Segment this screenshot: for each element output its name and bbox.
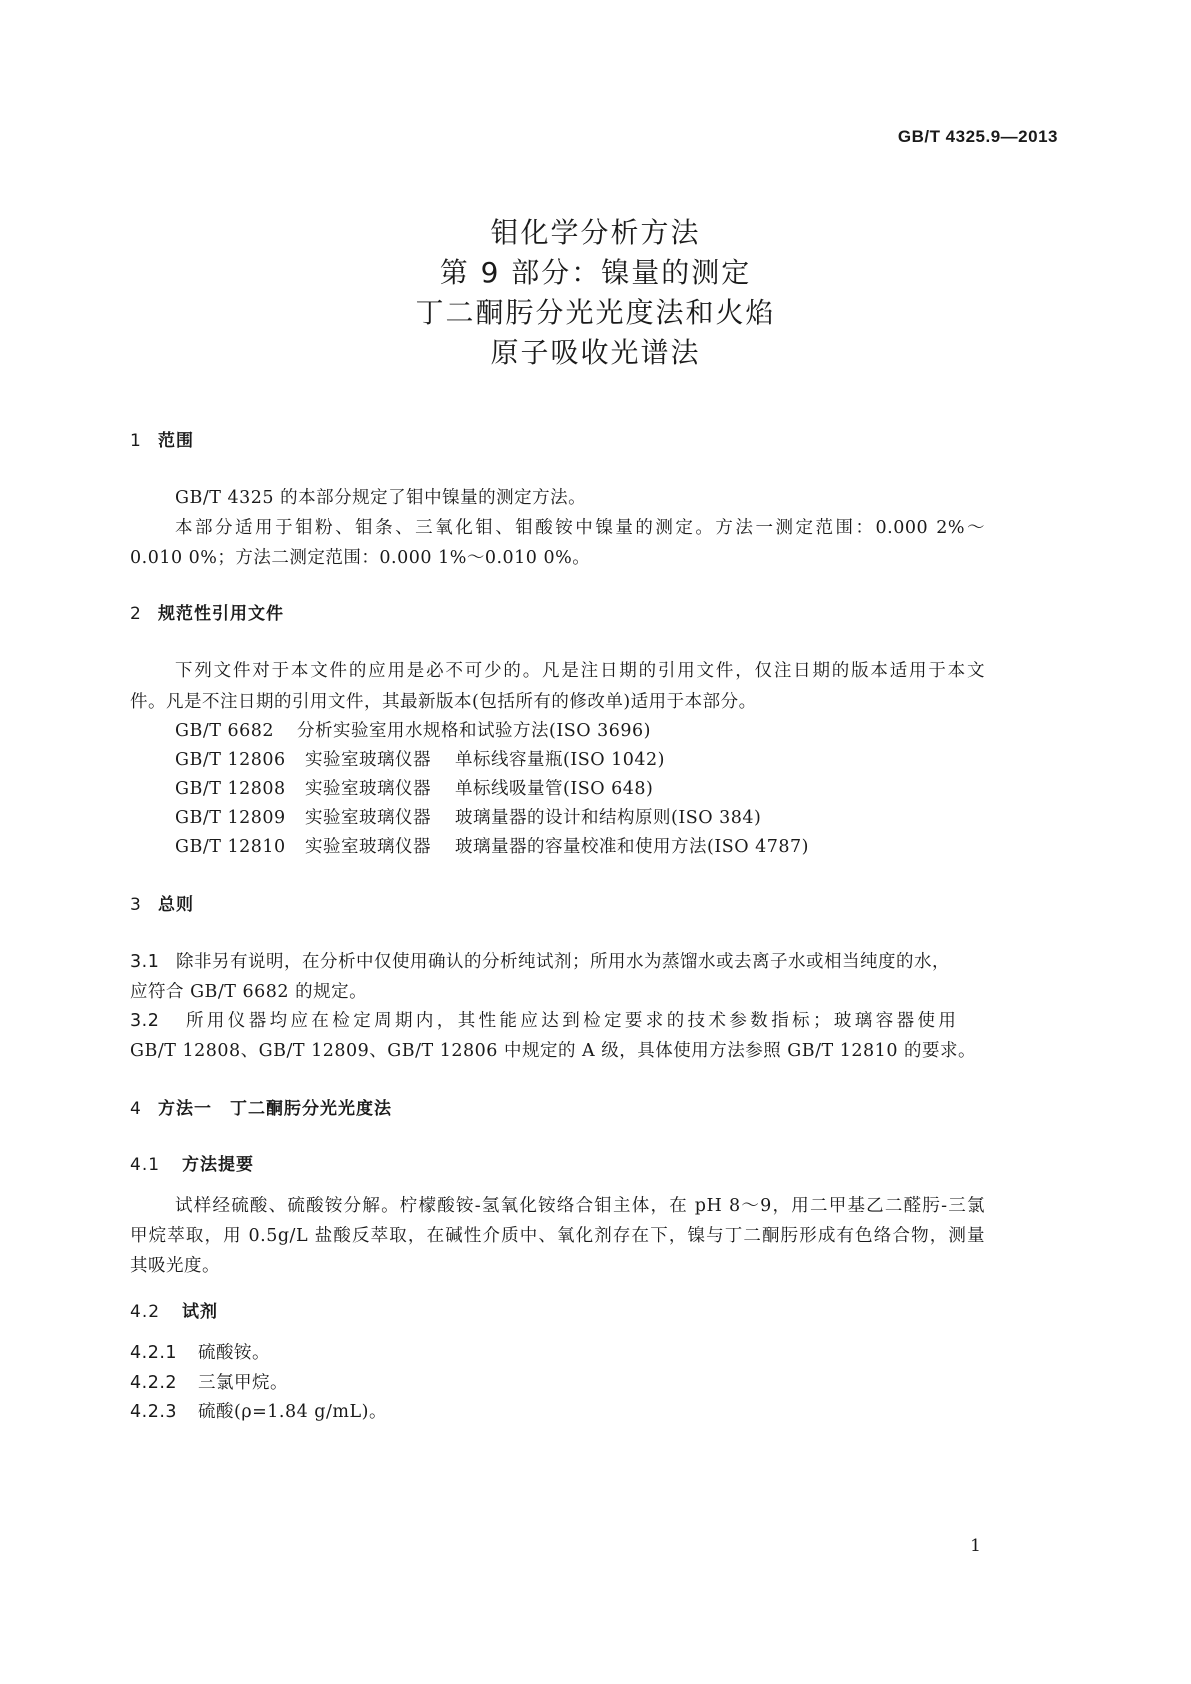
section-number: 3 <box>130 895 142 915</box>
reference-item <box>175 717 651 742</box>
section-3-heading <box>130 890 194 915</box>
reference-category: 实验室玻璃仪器 <box>305 837 431 857</box>
paragraph: 本部分适用于钼粉、钼条、三氧化钼、钼酸铵中镍量的测定。方法一测定范围：0.000 2%～ <box>175 518 985 538</box>
section-4-heading <box>130 1094 392 1119</box>
section-title: 总则 <box>158 895 194 915</box>
clause-number: 4.2.1 <box>130 1343 178 1363</box>
section-title: 方法提要 <box>182 1155 254 1175</box>
paragraph: GB/T 12808、GB/T 12809、GB/T 12806 中规定的 A 级，具体使用方法参照 GB/T 12810 的要求。 <box>130 1041 977 1061</box>
title-line-3: 丁二酮肟分光光度法和火焰 <box>415 296 776 329</box>
reagent-item <box>130 1398 387 1423</box>
reference-category: 实验室玻璃仪器 <box>305 779 431 799</box>
reference-title: 玻璃量器的容量校准和使用方法(ISO 4787) <box>455 837 810 857</box>
reference-code: GB/T 12810 <box>175 837 286 857</box>
section-title: 范围 <box>158 431 194 451</box>
standard-number: GB/T 4325.9—2013 <box>897 127 1058 146</box>
page-number: 1 <box>970 1536 981 1556</box>
reagent-item <box>130 1339 270 1364</box>
reference-code: GB/T 12806 <box>175 750 286 770</box>
section-number: 2 <box>130 604 142 624</box>
reference-title: 玻璃量器的设计和结构原则(ISO 384) <box>455 808 762 828</box>
section-4-2-heading <box>130 1297 218 1322</box>
paragraph: 试样经硫酸、硫酸铵分解。柠檬酸铵-氢氧化铵络合钼主体，在 pH 8～9，用二甲基乙二醛肟-三氯 <box>175 1196 985 1216</box>
clause-number: 4.2.3 <box>130 1402 178 1422</box>
paragraph: 甲烷萃取，用 0.5g/L 盐酸反萃取，在碱性介质中、氧化剂存在下，镍与丁二酮肟形成有色络合物，测量 <box>130 1226 985 1246</box>
reagent-item <box>130 1369 288 1394</box>
section-1-heading <box>130 426 194 451</box>
reference-category: 实验室玻璃仪器 <box>305 808 431 828</box>
section-title: 方法一 丁二酮肟分光光度法 <box>158 1099 392 1119</box>
clause-number: 4.2.2 <box>130 1373 178 1393</box>
paragraph: GB/T 4325 的本部分规定了钼中镍量的测定方法。 <box>175 488 587 508</box>
title-line-2: 第 9 部分：镍量的测定 <box>439 256 752 289</box>
reference-title: 单标线吸量管(ISO 648) <box>455 779 654 799</box>
reference-item <box>175 775 653 800</box>
reference-title: 分析实验室用水规格和试验方法(ISO 3696) <box>297 721 652 741</box>
paragraph: 0.010 0%；方法二测定范围：0.000 1%～0.010 0%。 <box>130 548 591 568</box>
reference-title: 单标线容量瓶(ISO 1042) <box>455 750 666 770</box>
section-4-1-heading <box>130 1150 254 1175</box>
paragraph: 下列文件对于本文件的应用是必不可少的。凡是注日期的引用文件，仅注日期的版本适用于本文 <box>175 661 985 681</box>
paragraph: 应符合 GB/T 6682 的规定。 <box>130 982 368 1002</box>
reagent-text: 硫酸铵。 <box>198 1343 270 1363</box>
reference-item <box>175 833 809 858</box>
section-number: 4 <box>130 1099 142 1119</box>
reference-category: 实验室玻璃仪器 <box>305 750 431 770</box>
clause-number: 3.1 <box>130 952 160 972</box>
clause-3-2 <box>130 1007 1060 1032</box>
title-line-4: 原子吸收光谱法 <box>490 336 701 369</box>
section-2-heading <box>130 599 284 624</box>
section-title: 试剂 <box>182 1302 218 1322</box>
clause-3-1 <box>130 948 1060 973</box>
reference-code: GB/T 12808 <box>175 779 286 799</box>
section-number: 4.2 <box>130 1302 161 1322</box>
paragraph: 件。凡是不注日期的引用文件，其最新版本(包括所有的修改单)适用于本部分。 <box>130 692 757 712</box>
paragraph: 其吸光度。 <box>130 1256 220 1276</box>
section-number: 4.1 <box>130 1155 161 1175</box>
clause-text: 除非另有说明，在分析中仅使用确认的分析纯试剂；所用水为蒸馏水或去离子水或相当纯度的水， <box>176 952 950 972</box>
clause-text: 所用仪器均应在检定周期内，其性能应达到检定要求的技术参数指标；玻璃容器使用 <box>186 1011 960 1031</box>
title-line-1: 钼化学分析方法 <box>490 216 701 249</box>
reference-item <box>175 804 761 829</box>
reagent-text: 三氯甲烷。 <box>198 1373 288 1393</box>
section-number: 1 <box>130 431 142 451</box>
section-title: 规范性引用文件 <box>158 604 284 624</box>
reference-item <box>175 746 665 771</box>
clause-number: 3.2 <box>130 1011 160 1031</box>
reagent-text: 硫酸(ρ=1.84 g/mL)。 <box>198 1402 387 1422</box>
reference-code: GB/T 12809 <box>175 808 286 828</box>
reference-code: GB/T 6682 <box>175 721 275 741</box>
